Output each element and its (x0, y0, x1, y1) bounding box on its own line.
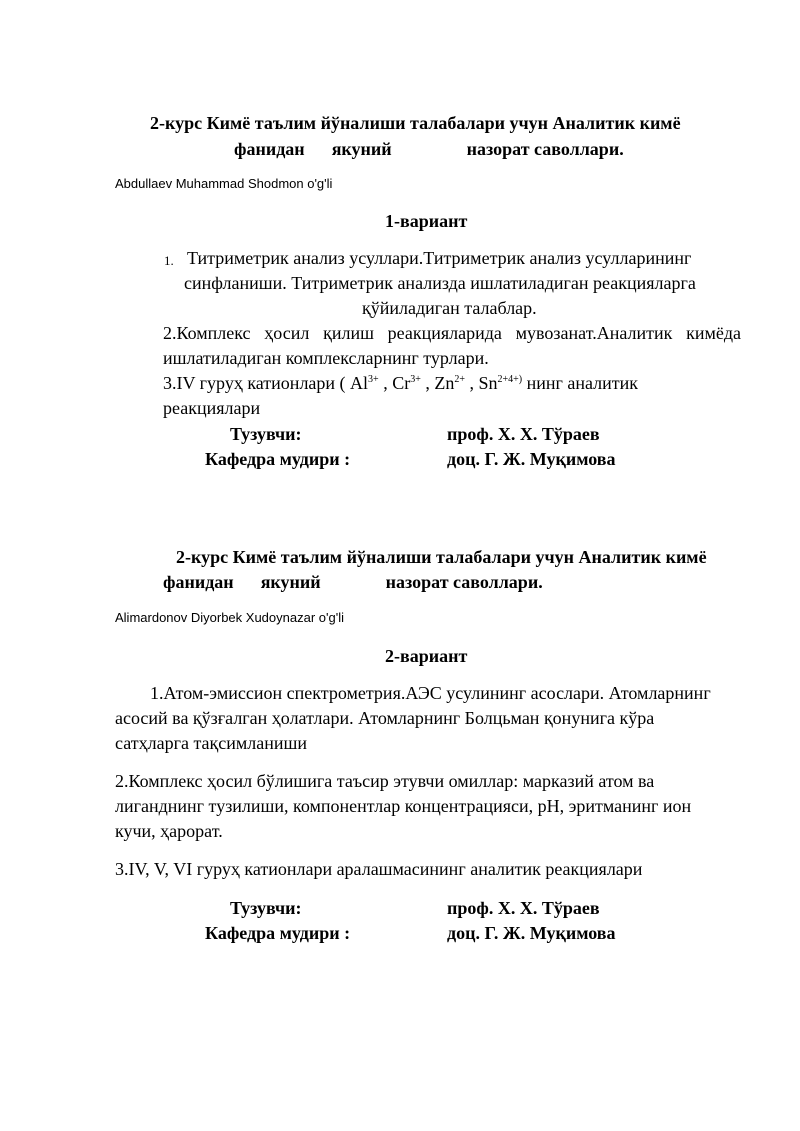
question-1-line3: қўйиладиган талаблар. (362, 298, 537, 318)
title-word-nazorat: назорат саволлари. (385, 572, 543, 592)
composer-name: проф. Х. Х. Тўраев (447, 898, 600, 918)
department-head-label: Кафедра мудири : (205, 449, 351, 469)
title-word-yakuniy: якуний (331, 139, 392, 159)
exam-title-line1: 2-курс Кимё таълим йўналиши талабалари учун Аналитик кимё (150, 113, 681, 133)
question-1-line1: 1.Атом-эмиссион спектрометрия.АЭС усулининг асослари. Атомларнинг (150, 683, 711, 703)
department-head-label: Кафедра мудири : (205, 923, 351, 943)
question-1-line3: сатҳларга тақсимланиши (115, 733, 308, 753)
department-head-name: доц. Г. Ж. Муқимова (447, 923, 616, 943)
title-word-fanidan: фанидан (163, 572, 234, 592)
question-1-line1: Титриметрик анализ усуллари.Титриметрик анализ усулларининг (187, 248, 692, 268)
question-2-line1: 2.Комплекс ҳосил қилиш реакцияларида мувозанат.Аналитик кимёда (163, 323, 741, 343)
question-1-line2: синфланиши. Титриметрик анализда ишлатиладиган реакцияларга (184, 273, 696, 293)
composer-label: Тузувчи: (230, 898, 302, 918)
question-2-line2: ишлатиладиган комплексларнинг турлари. (163, 348, 489, 368)
exam-title-line2 (234, 139, 624, 160)
question-2-line2: лиганднинг тузилиши, компонентлар концентрацияси, рН, эритманинг ион (115, 796, 692, 816)
exam-title-line2 (163, 572, 543, 593)
variant-heading: 1-вариант (385, 211, 468, 231)
question-number: 1. (164, 253, 174, 268)
question-2-line1: 2.Комплекс ҳосил бўлишига таъсир этувчи омиллар: марказий атом ва (115, 771, 655, 791)
title-word-yakuniy: якуний (260, 572, 321, 592)
question-2-line3: кучи, ҳарорат. (115, 821, 223, 841)
student-name: Abdullaev Muhammad Shodmon o'g'li (115, 176, 333, 191)
question-3-line2: реакциялари (163, 398, 261, 418)
composer-label: Тузувчи: (230, 424, 302, 444)
question-3-line1: 3.IV гуруҳ катионлари ( $Al^{3+}$ , $Cr^{3+}$ , $Zn^{2+}$ , $Sn^{2+4+)}$ нинг аналитик (163, 373, 639, 393)
variant-heading: 2-вариант (385, 646, 468, 666)
student-name: Alimardonov Diyorbek Xudoynazar o'g'li (115, 610, 344, 625)
question-3-line1: 3.IV, V, VI гуруҳ катионлари аралашмасининг аналитик реакциялари (115, 859, 643, 879)
title-word-nazorat: назорат саволлари. (466, 139, 624, 159)
department-head-name: доц. Г. Ж. Муқимова (447, 449, 616, 469)
title-word-fanidan: фанидан (234, 139, 305, 159)
question-1-line2: асосий ва қўзғалган ҳолатлари. Атомларнинг Болцьман қонунига кўра (115, 708, 655, 728)
composer-name: проф. Х. Х. Тўраев (447, 424, 600, 444)
exam-title-line1: 2-курс Кимё таълим йўналиши талабалари учун Аналитик кимё (176, 547, 707, 567)
